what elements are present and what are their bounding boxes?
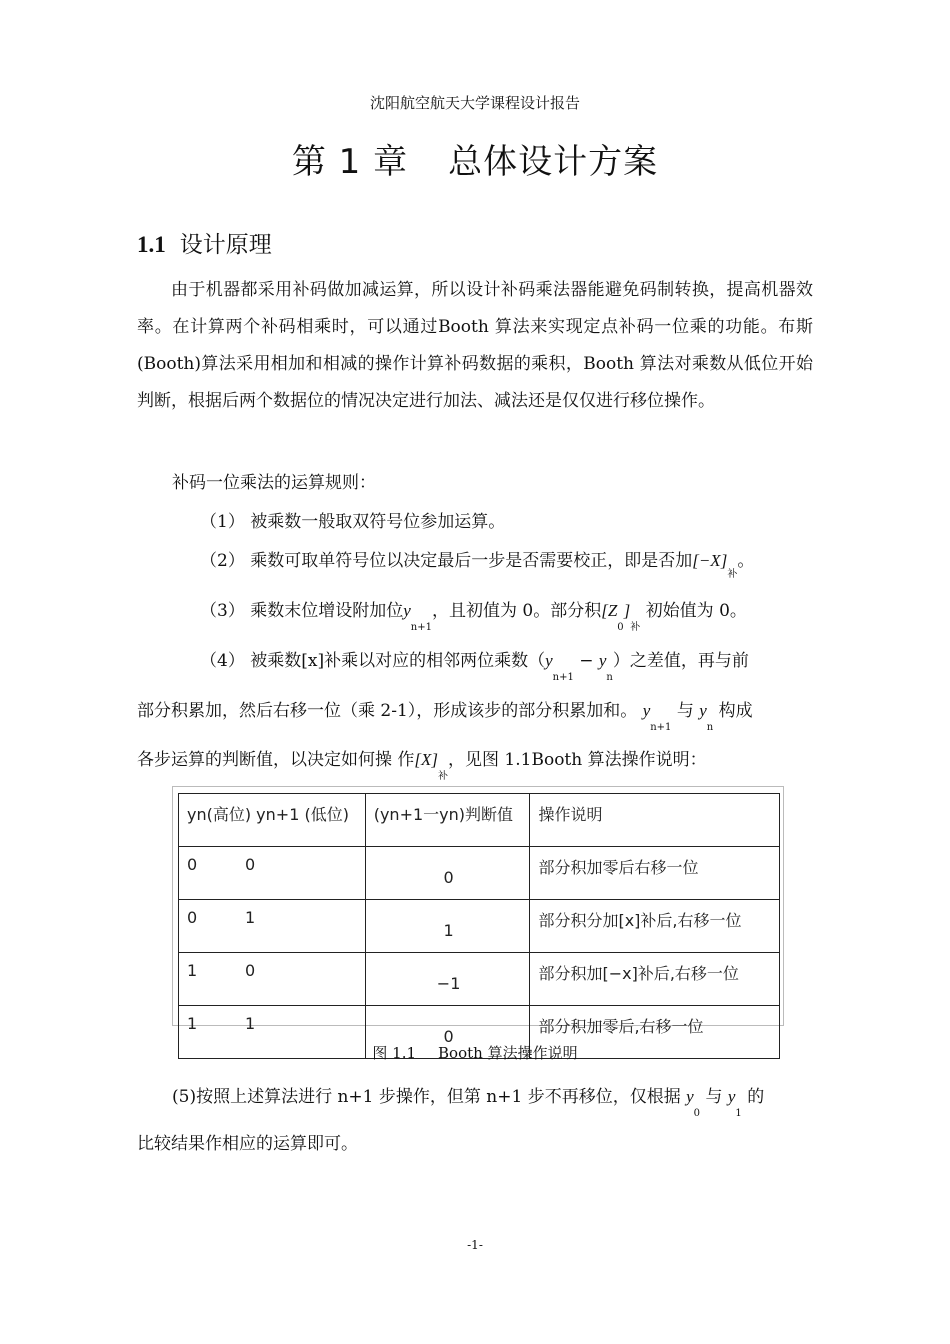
rule-3-ysub: n+1 bbox=[410, 622, 432, 633]
rule-4-line3-text: 各步运算的判断值，以决定如何操 作 bbox=[137, 750, 415, 770]
final-y0sub: 0 bbox=[693, 1108, 701, 1119]
rule-2-text: （2） 乘数可取单符号位以决定最后一步是否需要校正，即是否加 bbox=[200, 551, 693, 571]
table-row bbox=[179, 847, 780, 900]
rule-4-line2-mid: 与 bbox=[676, 701, 694, 721]
rule-3-z: [Z bbox=[601, 601, 618, 620]
rule-3 bbox=[200, 596, 747, 633]
table-cell-yn: 0 bbox=[187, 855, 198, 874]
rule-4-line2-end: 构成 bbox=[718, 701, 753, 721]
rules-title: 补码一位乘法的运算规则： bbox=[172, 473, 376, 493]
rule-4-line2 bbox=[137, 696, 753, 733]
rule-4-line2-y2sub: n bbox=[706, 722, 714, 733]
rule-4-line3 bbox=[137, 745, 707, 782]
table-cell-op: 部分积加零后,右移一位 bbox=[530, 1006, 780, 1059]
final-line2: 比较结果作相应的运算即可。 bbox=[137, 1134, 358, 1154]
table-cell-yn1: 0 bbox=[245, 855, 256, 874]
rule-4-line2-text: 部分积累加，然后右移一位（乘 2-1），形成该步的部分积累加和。 bbox=[137, 701, 638, 721]
rule-4-y2sub: n bbox=[606, 672, 613, 683]
rule-3-end: 初始值为 0。 bbox=[645, 601, 747, 621]
rule-4-line2-y2: y bbox=[699, 701, 707, 720]
figure-label: 图 1.1 bbox=[372, 1044, 417, 1062]
rule-2-sub: 补 bbox=[727, 569, 738, 580]
section-heading bbox=[137, 226, 272, 259]
rule-4-line2-y1: y bbox=[642, 701, 651, 720]
final-mid: 与 bbox=[705, 1087, 723, 1107]
table-cell-op: 部分积加零后右移一位 bbox=[530, 847, 780, 900]
rule-1: （1） 被乘数一般取双符号位参加运算。 bbox=[200, 512, 506, 532]
table-cell-bits bbox=[179, 900, 366, 953]
chapter-number: 第 1 章 bbox=[291, 142, 409, 182]
rule-4-line3-sub: 补 bbox=[438, 771, 449, 782]
rule-3-zsub2: 补 bbox=[630, 622, 641, 633]
final-y1sub: 1 bbox=[735, 1108, 742, 1119]
rule-4-line2-y1sub: n+1 bbox=[650, 722, 672, 733]
rule-3-zclose: ] bbox=[623, 601, 631, 620]
table-cell-yn1: 0 bbox=[245, 961, 256, 980]
table-cell-yn1: 1 bbox=[245, 908, 256, 927]
rule-4-y2: y bbox=[598, 651, 607, 670]
intro-paragraph: 由于机器都采用补码做加减运算，所以设计补码乘法器能避免码制转换，提高机器效率。在计算两个补码相乘时，可以通过Booth 算法来实现定点补码一位乘的功能。布斯(Booth)算法采用相加和相减的操作计算补码数据的乘积，Booth 算法对乘数从低位开始判断，根据后两个数据位的情况决定进行加法、减法还是仅仅进行移位操作。 bbox=[137, 280, 813, 411]
chapter-name: 总体设计方案 bbox=[448, 142, 659, 182]
page-header: 沈阳航空航天大学课程设计报告 bbox=[369, 94, 580, 112]
rule-4-line3-end: ，见图 1.1Booth 算法操作说明： bbox=[448, 750, 707, 770]
table-header-cell: 操作说明 bbox=[530, 794, 780, 847]
final-end: 的 bbox=[747, 1087, 765, 1107]
rule-4-line1 bbox=[200, 646, 749, 683]
chapter-title bbox=[0, 134, 950, 183]
final-line1 bbox=[172, 1082, 765, 1119]
rule-3-zsub: 0 bbox=[617, 622, 624, 633]
booth-table bbox=[178, 793, 780, 1059]
table-cell-value: 0 bbox=[365, 1006, 530, 1059]
rule-4-line3-x: [X] bbox=[414, 750, 439, 769]
rule-3-y: y bbox=[403, 601, 411, 620]
rule-2 bbox=[200, 546, 755, 580]
rule-3-mid: ，且初值为 0。部分积 bbox=[431, 601, 602, 621]
table-cell-op: 部分积分加[x]补后,右移一位 bbox=[530, 900, 780, 953]
table-cell-yn: 1 bbox=[187, 961, 198, 980]
rule-2-math: [−X] bbox=[692, 551, 728, 570]
final-y1: y bbox=[727, 1087, 736, 1106]
section-title: 设计原理 bbox=[179, 232, 272, 258]
table-cell-value: 1 bbox=[365, 900, 530, 953]
rule-2-end: 。 bbox=[737, 551, 755, 571]
rule-4-minus: − bbox=[573, 651, 599, 671]
table-header-cell: yn(高位) yn+1 (低位) bbox=[179, 794, 366, 847]
table-header-row bbox=[179, 794, 780, 847]
rule-3-text: （3） 乘数末位增设附加位 bbox=[200, 601, 404, 621]
rule-4-y1sub: n+1 bbox=[552, 672, 574, 683]
section-number: 1.1 bbox=[137, 232, 166, 257]
table-cell-yn: 0 bbox=[187, 908, 198, 927]
figure-caption-text: Booth 算法操作说明 bbox=[438, 1044, 578, 1062]
rule-4-end: ）之差值，再与前 bbox=[612, 651, 749, 671]
rule-4-y1: y bbox=[545, 651, 553, 670]
final-y0: y bbox=[686, 1087, 694, 1106]
table-cell-yn: 1 bbox=[187, 1014, 198, 1033]
rule-4-text: （4） 被乘数[x]补乘以对应的相邻两位乘数（ bbox=[200, 651, 546, 671]
table-cell-op: 部分积加[−x]补后,右移一位 bbox=[530, 953, 780, 1006]
table-cell-bits bbox=[179, 847, 366, 900]
table-header-cell: (yn+1一yn)判断值 bbox=[365, 794, 530, 847]
table-row bbox=[179, 953, 780, 1006]
table-cell-bits bbox=[179, 953, 366, 1006]
figure-caption bbox=[0, 1042, 950, 1063]
table-cell-value: −1 bbox=[365, 953, 530, 1006]
table-cell-value: 0 bbox=[365, 847, 530, 900]
final-text: (5)按照上述算法进行 n+1 步操作，但第 n+1 步不再移位，仅根据 bbox=[172, 1087, 681, 1107]
page-number: -1- bbox=[467, 1238, 483, 1252]
table-row bbox=[179, 900, 780, 953]
booth-table-figure bbox=[172, 786, 784, 1046]
table-cell-yn1: 1 bbox=[245, 1014, 256, 1033]
